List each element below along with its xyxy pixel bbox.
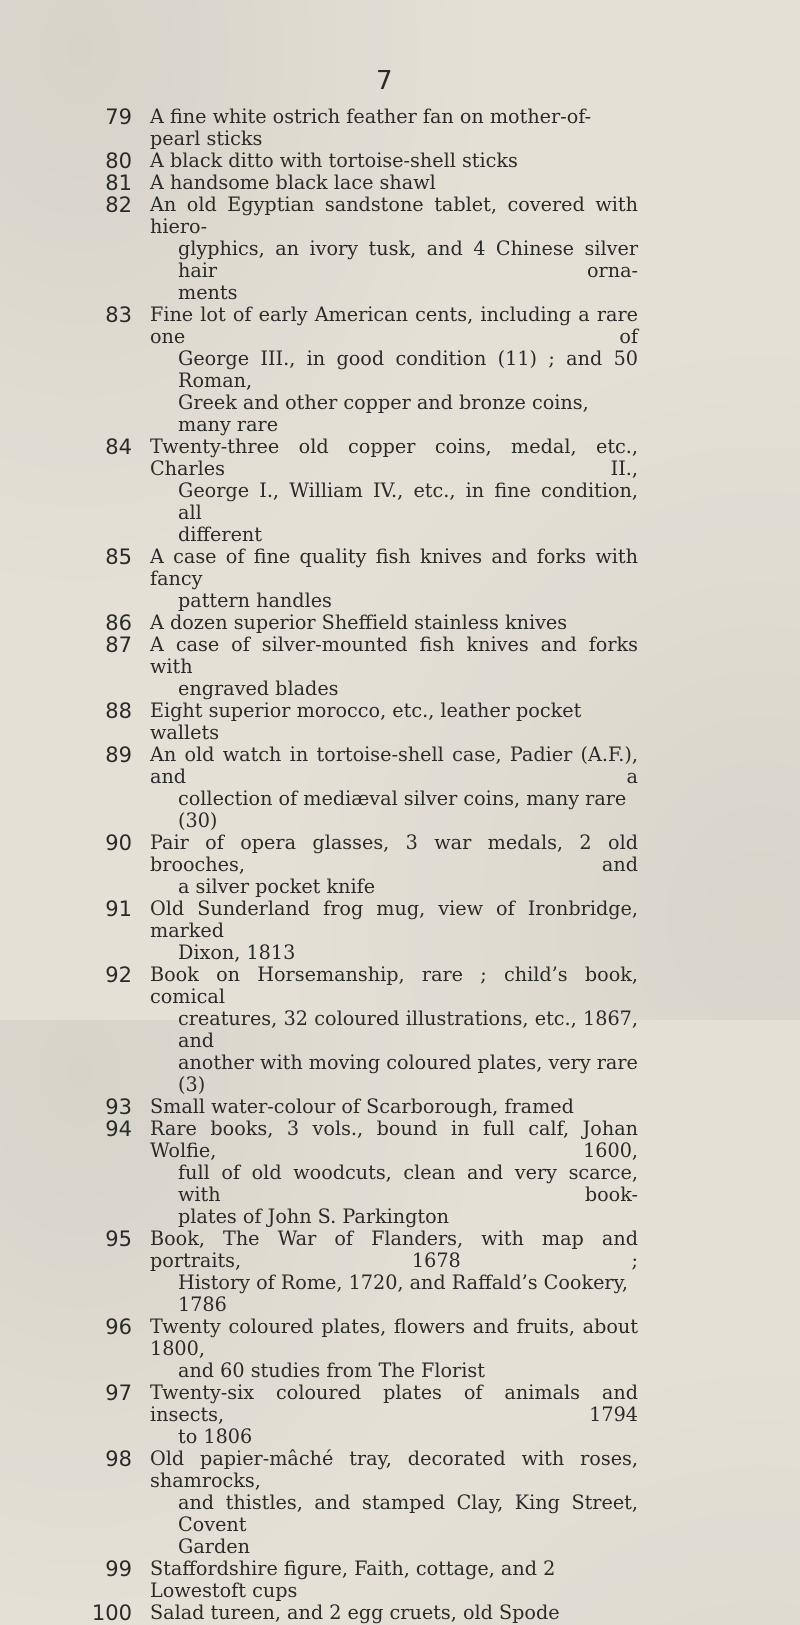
lot-description-line: glyphics, an ivory tusk, and 4 Chinese silver hair orna- [178,237,638,282]
lot-entry [0,1316,800,1382]
lot-entry [0,1118,800,1228]
lot-entry [0,194,800,304]
lot-description-line: Small water-colour of Scarborough, framed [150,1095,574,1118]
lot-description-line: Book on Horsemanship, rare ; child’s book, comical [150,963,638,1008]
lot-description-line: Rare books, 3 vols., bound in full calf, Johan Wolfie, 1600, [150,1117,638,1162]
lot-description-line: Greek and other copper and bronze coins, many rare [178,391,589,436]
lot-description [150,194,638,304]
lot-description [150,612,638,634]
lot-description-line: An old watch in tortoise-shell case, Padier (A.F.), and a [150,743,638,788]
lot-description-line: A case of silver-mounted fish knives and forks with [150,633,638,678]
lot-number: 83 [105,303,132,327]
lot-description-line: full of old woodcuts, clean and very scarce, with book- [178,1161,638,1206]
lot-description-line: Salad tureen, and 2 egg cruets, old Spode [150,1601,560,1624]
lot-number: 79 [105,105,132,129]
lot-entry [0,106,800,150]
lot-description-line: History of Rome, 1720, and Raffald’s Cookery, 1786 [178,1271,628,1316]
lot-entry [0,744,800,832]
lot-number: 99 [105,1557,132,1581]
lot-description [150,1382,638,1448]
lot-number: 89 [105,743,132,767]
lot-description-line: Twenty coloured plates, flowers and fruits, about 1800, [150,1315,638,1360]
lot-description [150,744,638,832]
lot-description-line: pattern handles [178,589,332,612]
lot-description [150,700,638,744]
lot-description-line: Book, The War of Flanders, with map and portraits, 1678 ; [150,1227,638,1272]
lot-description-line: A fine white ostrich feather fan on mother-of-pearl sticks [150,105,592,150]
lot-number: 94 [105,1117,132,1141]
lot-entry [0,1096,800,1118]
lot-entry [0,1228,800,1316]
lot-description [150,106,638,150]
lot-description [150,964,638,1096]
lot-number: 81 [105,171,132,195]
lot-description-line: A black ditto with tortoise-shell sticks [150,149,518,172]
lot-description [150,150,638,172]
lot-entry [0,436,800,546]
lot-entry [0,304,800,436]
lot-description [150,1316,638,1382]
lot-entry [0,150,800,172]
lot-description-line: George III., in good condition (11) ; and 50 Roman, [178,347,638,392]
lot-description-line: to 1806 [178,1425,253,1448]
lot-description-line: Twenty-three old copper coins, medal, etc., Charles II., [150,435,638,480]
lot-entry [0,898,800,964]
lot-description-line: another with moving coloured plates, very rare (3) [178,1051,638,1096]
lot-entry [0,832,800,898]
lot-description-line: collection of mediæval silver coins, many rare (30) [178,787,627,832]
lot-description-line: creatures, 32 coloured illustrations, etc., 1867, and [178,1007,638,1052]
lot-entry [0,172,800,194]
lot-number: 82 [105,193,132,217]
lot-description [150,546,638,612]
lot-description [150,1448,638,1558]
lot-description-line: Garden [178,1535,250,1558]
lot-description [150,304,638,436]
lot-entry [0,1448,800,1558]
lot-description-line: a silver pocket knife [178,875,376,898]
lot-entry [0,964,800,1096]
lot-description-line: George I., William IV., etc., in fine condition, all [178,479,638,524]
lot-description-line: Old Sunderland frog mug, view of Ironbridge, marked [150,897,638,942]
lot-description [150,634,638,700]
lot-entry [0,1382,800,1448]
lot-number: 96 [105,1315,132,1339]
lot-description [150,1118,638,1228]
lot-description-line: engraved blades [178,677,339,700]
lot-description [150,898,638,964]
lot-description-line: Staffordshire figure, Faith, cottage, and 2 Lowestoft cups [150,1557,556,1602]
lot-number: 90 [105,831,132,855]
lot-number: 87 [105,633,132,657]
lot-list [0,106,800,1624]
lot-description [150,832,638,898]
lot-description [150,1228,638,1316]
lot-description [150,172,638,194]
lot-entry [0,700,800,744]
lot-description [150,1096,638,1118]
lot-number: 93 [105,1095,132,1119]
lot-entry [0,546,800,612]
lot-description [150,436,638,546]
lot-description-line: Pair of opera glasses, 3 war medals, 2 old brooches, and [150,831,638,876]
lot-description [150,1602,638,1624]
lot-number: 84 [105,435,132,459]
lot-number: 88 [105,699,132,723]
lot-description-line: Dixon, 1813 [178,941,296,964]
lot-description-line: ments [178,281,238,304]
lot-number: 95 [105,1227,132,1251]
lot-description-line: different [178,523,263,546]
lot-description-line: Eight superior morocco, etc., leather pocket wallets [150,699,582,744]
lot-number: 100 [91,1601,132,1625]
lot-description-line: A case of fine quality fish knives and forks with fancy [150,545,638,590]
lot-description-line: Twenty-six coloured plates of animals and insects, 1794 [150,1381,638,1426]
lot-description [150,1558,638,1602]
lot-description-line: and thistles, and stamped Clay, King Street, Covent [178,1491,638,1536]
page-number: 7 [376,66,393,96]
lot-description-line: An old Egyptian sandstone tablet, covered with hiero- [150,193,638,238]
lot-number: 80 [105,149,132,173]
lot-number: 97 [105,1381,132,1405]
lot-description-line: Fine lot of early American cents, including a rare one of [150,303,638,348]
lot-description-line: and 60 studies from The Florist [178,1359,485,1382]
lot-number: 91 [105,897,132,921]
lot-entry [0,634,800,700]
lot-number: 85 [105,545,132,569]
lot-description-line: Old papier-mâché tray, decorated with roses, shamrocks, [150,1447,638,1492]
lot-entry [0,1558,800,1602]
lot-description-line: A handsome black lace shawl [150,171,436,194]
lot-number: 98 [105,1447,132,1471]
lot-description-line: plates of John S. Parkington [178,1205,450,1228]
lot-entry [0,612,800,634]
lot-description-line: A dozen superior Sheffield stainless knives [150,611,568,634]
lot-number: 92 [105,963,132,987]
lot-number: 86 [105,611,132,635]
lot-entry [0,1602,800,1624]
